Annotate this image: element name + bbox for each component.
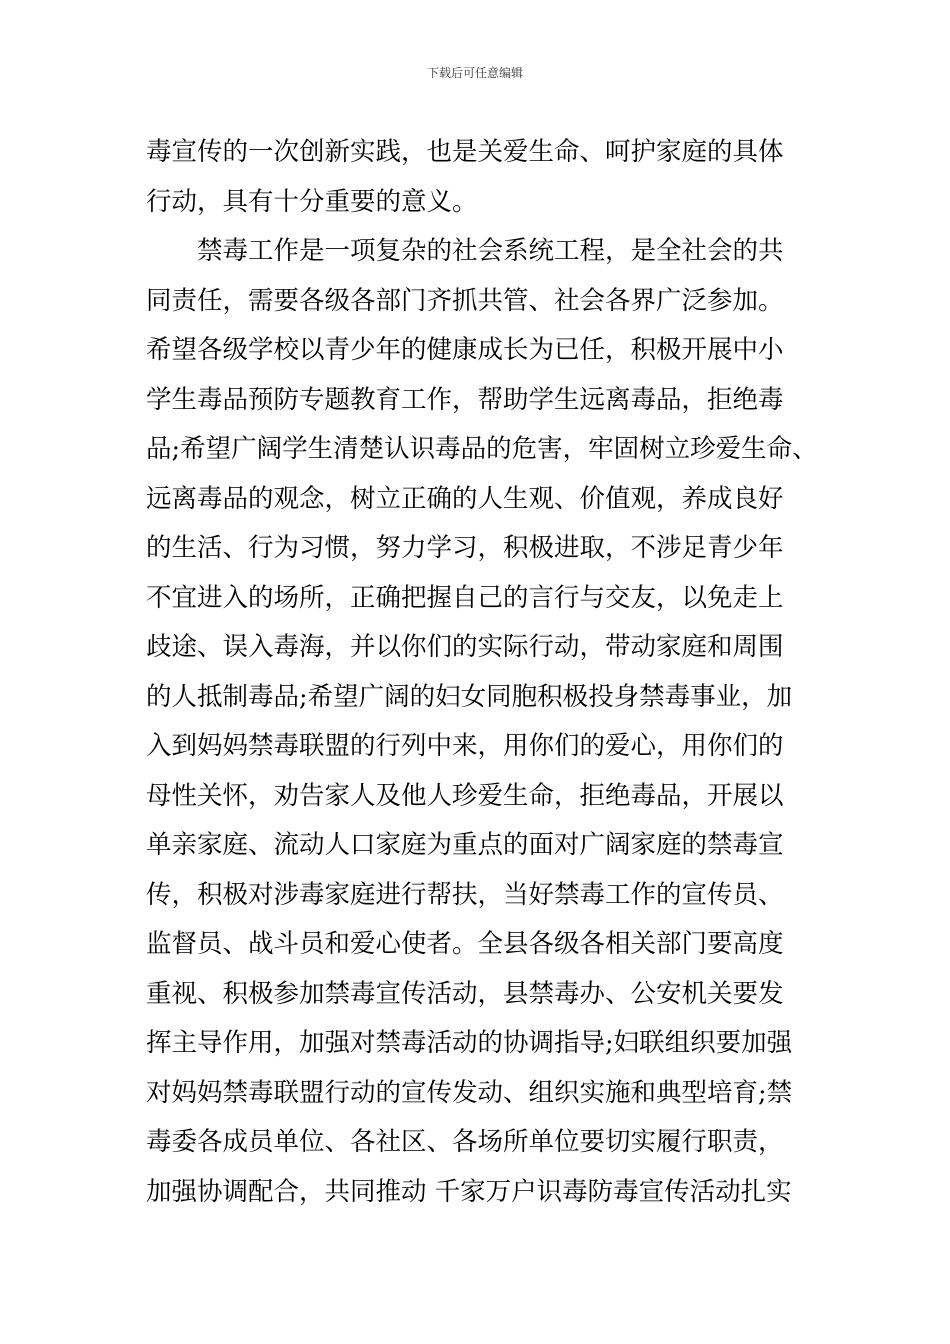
text-line: 的生活、行为习惯，努力学习，积极进取，不涉足青少年 [146,533,784,563]
text-line: 加强协调配合，共同推动 千家万户识毒防毒宣传活动扎实 [146,1176,792,1207]
text-line: 入到妈妈禁毒联盟的行列中来，用你们的爱心，用你们的 [146,731,784,761]
document-body [146,128,818,1217]
text-line: 禁毒工作是一项复杂的社会系统工程，是全社会的共 [197,236,784,266]
text-line: 挥主导作用，加强对禁毒活动的协调指导;妇联组织要加强 [146,1028,793,1058]
text-line: 的人抵制毒品;希望广阔的妇女同胞积极投身禁毒事业，加 [146,681,793,712]
paragraph [146,128,818,227]
text-line: 行动，具有十分重要的意义。 [146,186,478,217]
text-line: 希望各级学校以青少年的健康成长为已任，积极开展中小 [146,335,784,365]
text-line: 歧途、误入毒海，并以你们的实际行动，带动家庭和周围 [146,632,784,662]
paragraph [146,227,818,1217]
text-line: 传，积极对涉毒家庭进行帮扶，当好禁毒工作的宣传员、 [146,879,784,910]
text-line: 监督员、战斗员和爱心使者。全县各级各相关部门要高度 [146,929,784,959]
text-line: 母性关怀，劝告家人及他人珍爱生命，拒绝毒品，开展以 [146,780,784,811]
text-line: 重视、积极参加禁毒宣传活动，县禁毒办、公安机关要发 [146,978,784,1009]
text-line: 远离毒品的观念，树立正确的人生观、价值观，养成良好 [146,483,784,514]
text-line: 学生毒品预防专题教育工作，帮助学生远离毒品，拒绝毒 [146,384,784,415]
text-line: 毒委各成员单位、各社区、各场所单位要切实履行职责， [146,1127,784,1157]
page-header: 下载后可任意编辑 [426,66,523,80]
text-line: 品;希望广阔学生清楚认识毒品的危害，牢固树立珍爱生命、 [146,434,818,464]
text-line: 同责任，需要各级各部门齐抓共管、社会各界广泛参加。 [146,285,784,316]
text-line: 单亲家庭、流动人口家庭为重点的面对广阔家庭的禁毒宣 [146,830,784,860]
text-line: 毒宣传的一次创新实践，也是关爱生命、呵护家庭的具体 [146,137,784,167]
text-line: 对妈妈禁毒联盟行动的宣传发动、组织实施和典型培育;禁 [146,1077,793,1108]
text-line: 不宜进入的场所，正确把握自己的言行与交友，以免走上 [146,582,784,613]
